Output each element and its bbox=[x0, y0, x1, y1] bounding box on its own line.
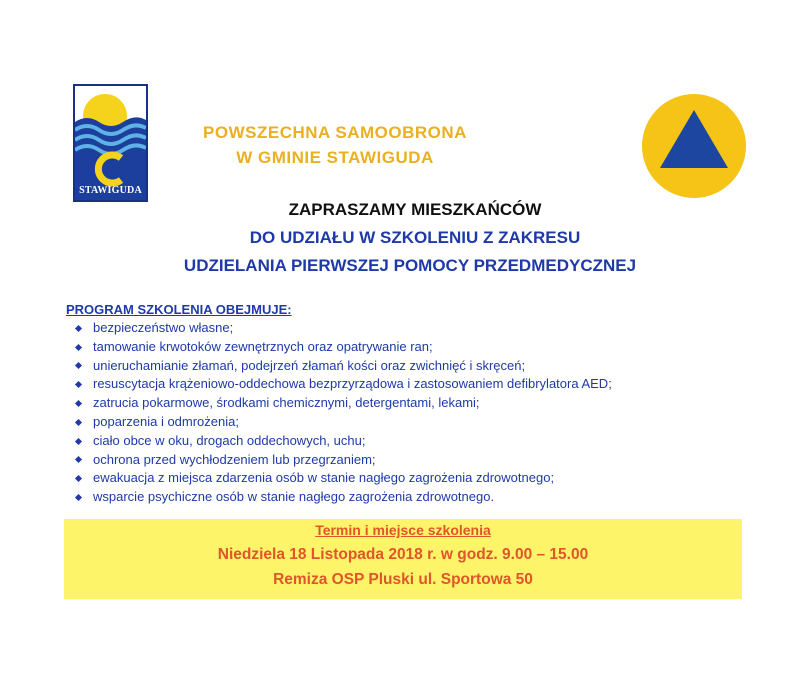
logo-label: STAWIGUDA bbox=[79, 185, 142, 196]
diamond-bullet-icon bbox=[75, 456, 82, 463]
info-heading: Termin i miejsce szkolenia bbox=[315, 522, 491, 538]
invitation-line2: DO UDZIAŁU W SZKOLENIU Z ZAKRESU bbox=[249, 228, 581, 247]
training-info-box bbox=[64, 519, 742, 599]
diamond-bullet-icon bbox=[75, 381, 82, 388]
diamond-bullet-icon bbox=[75, 419, 82, 426]
list-item: bezpieczeństwo własne; bbox=[76, 319, 612, 338]
invitation-line3: UDZIELANIA PIERWSZEJ POMOCY PRZEDMEDYCZNEJ bbox=[183, 256, 637, 275]
list-item: zatrucia pokarmowe, środkami chemicznymi, detergentami, lekami; bbox=[76, 394, 612, 413]
diamond-bullet-icon bbox=[75, 400, 82, 407]
program-list bbox=[76, 319, 612, 507]
list-item: ochrona przed wychłodzeniem lub przegrzaniem; bbox=[76, 451, 612, 470]
diamond-bullet-icon bbox=[75, 438, 82, 445]
list-item: tamowanie krwotoków zewnętrznych oraz opatrywanie ran; bbox=[76, 338, 612, 357]
diamond-bullet-icon bbox=[75, 362, 82, 369]
diamond-bullet-icon bbox=[75, 325, 82, 332]
list-item: unieruchamianie złamań, podejrzeń złamań kości oraz zwichnięć i skręceń; bbox=[76, 357, 612, 376]
info-place: Remiza OSP Pluski ul. Sportowa 50 bbox=[273, 571, 533, 588]
diamond-bullet-icon bbox=[75, 475, 82, 482]
organization-title bbox=[200, 120, 470, 170]
org-title-line2: W GMINIE STAWIGUDA bbox=[236, 148, 434, 167]
org-title-line1: POWSZECHNA SAMOOBRONA bbox=[203, 123, 467, 142]
info-date: Niedziela 18 Listopada 2018 r. w godz. 9.00 – 15.00 bbox=[217, 546, 589, 563]
diamond-bullet-icon bbox=[75, 494, 82, 501]
civil-defence-triangle-icon bbox=[640, 92, 748, 200]
list-item: ewakuacja z miejsca zdarzenia osób w stanie nagłego zagrożenia zdrowotnego; bbox=[76, 469, 612, 488]
stawiguda-logo bbox=[73, 84, 148, 202]
list-item: poparzenia i odmrożenia; bbox=[76, 413, 612, 432]
list-item: resuscytacja krążeniowo-oddechowa bezprzyrządowa i zastosowaniem defibrylatora AED; bbox=[76, 375, 612, 394]
stawiguda-coat-of-arms-icon bbox=[75, 86, 146, 200]
list-item: wsparcie psychiczne osób w stanie nagłego zagrożenia zdrowotnego. bbox=[76, 488, 612, 507]
invitation-line1: ZAPRASZAMY MIESZKAŃCÓW bbox=[288, 200, 542, 219]
list-item: ciało obce w oku, drogach oddechowych, uchu; bbox=[76, 432, 612, 451]
diamond-bullet-icon bbox=[75, 344, 82, 351]
program-heading: PROGRAM SZKOLENIA OBEJMUJE: bbox=[66, 302, 292, 317]
